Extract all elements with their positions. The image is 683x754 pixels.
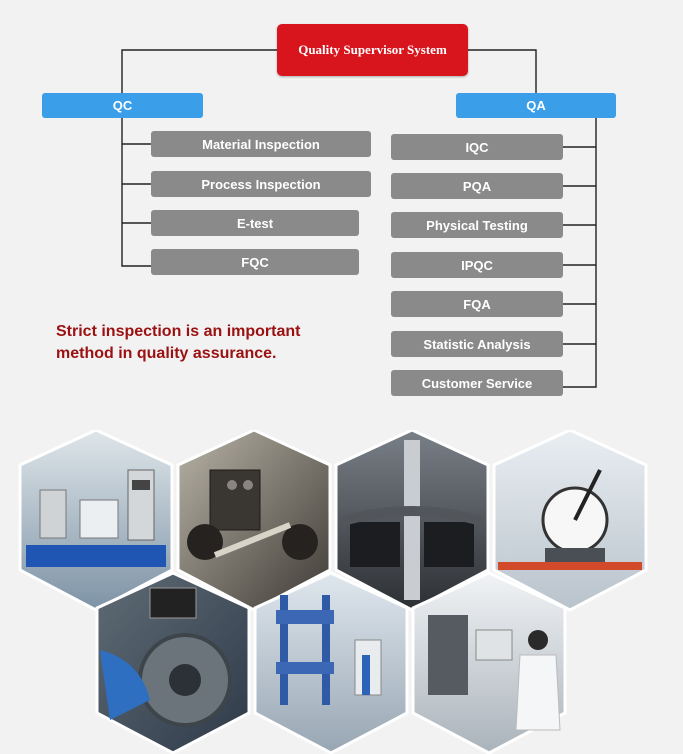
caption [56, 321, 300, 365]
qa-item-pqa: PQA [391, 173, 563, 199]
qa-item-statistic-analysis: Statistic Analysis [391, 331, 563, 357]
qc-item-material-inspection: Material Inspection [151, 131, 371, 157]
qc-item-e-test: E-test [151, 210, 359, 236]
impact-tester-icon [494, 430, 646, 610]
ultrasonic-inspection-icon [97, 573, 249, 753]
qa-item-ipqc: IPQC [391, 252, 563, 278]
qa-item-fqa: FQA [391, 291, 563, 317]
qc-item-process-inspection: Process Inspection [151, 171, 371, 197]
lab-technician-icon [413, 573, 565, 753]
caption-line-2: method in quality assurance. [56, 345, 277, 362]
qc-item-fqc: FQC [151, 249, 359, 275]
qa-item-physical-testing: Physical Testing [391, 212, 563, 238]
caption-line-1: Strict inspection is an important [56, 323, 301, 340]
photo-collage [0, 430, 683, 754]
qa-node: QA [456, 93, 616, 118]
root-node: Quality Supervisor System [277, 24, 468, 76]
qc-node: QC [42, 93, 203, 118]
qa-item-customer-service: Customer Service [391, 370, 563, 396]
qa-item-iqc: IQC [391, 134, 563, 160]
universal-testing-machine-icon [255, 573, 407, 753]
